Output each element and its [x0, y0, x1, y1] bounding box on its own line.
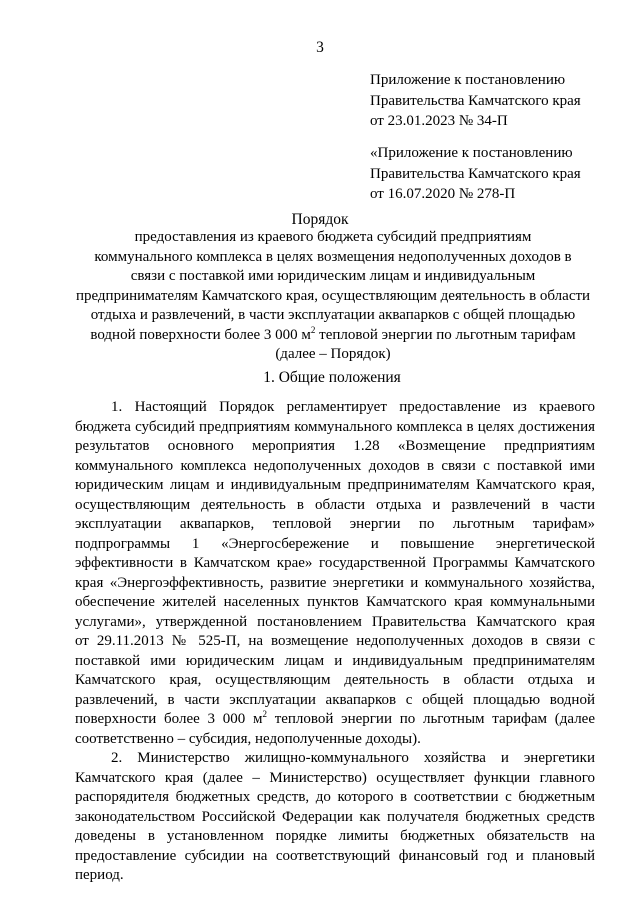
paragraph-1	[75, 398, 595, 749]
document-subtitle	[55, 228, 611, 365]
paragraph-text: поверхности более 3 000 м	[75, 711, 263, 727]
paragraph-line: соответственно – субсидия, недополученные доходы).	[75, 730, 421, 747]
appendix-current	[370, 70, 610, 132]
paragraph-line: эксплуатации аквапарков, тепловой энергии по льготным тарифам»	[75, 516, 595, 532]
paragraph-line: от 29.11.2013 № 525-П, на возмещение недополученных доходов в связи с	[75, 633, 595, 649]
paragraph-line: юридическим лицам и индивидуальным предпринимателям Камчатского края,	[75, 477, 595, 493]
appendix-original	[370, 143, 610, 205]
paragraph-line: развлечений, в части эксплуатации аквапарков с общей площадью водной	[75, 691, 595, 708]
appendix-line: Правительства Камчатского края	[370, 92, 581, 109]
appendix-line: Правительства Камчатского края	[370, 165, 581, 182]
appendix-line: Приложение к постановлению	[370, 72, 566, 88]
page-number: 3	[316, 39, 324, 56]
document-title: Порядок	[291, 211, 349, 228]
superscript: 2	[310, 324, 316, 335]
appendix-line: от 16.07.2020 № 278-П	[370, 186, 516, 202]
subtitle-line: связи с поставкой ими юридическим лицам и индивидуальным	[130, 268, 536, 284]
paragraph-line: осуществляющим деятельность в области отдыха и развлечений в части	[75, 496, 595, 513]
paragraph-line: бюджета субсидий предприятиям коммунального комплекса в целях достижения	[75, 418, 595, 435]
paragraph-line: обеспечение жителей населенных пунктов Камчатского края коммунальными	[75, 594, 595, 610]
subtitle-line	[55, 326, 611, 346]
paragraph-line: подпрограммы 1 «Энергосбережение и повышение энергетической	[75, 535, 595, 552]
appendix-line: от 23.01.2023 № 34-П	[370, 113, 508, 129]
paragraph-2	[75, 749, 595, 886]
paragraph-line: услугами», утвержденной постановлением Правительства Камчатского края	[75, 613, 595, 630]
subtitle-text: тепловой энергии по льготным тарифам	[315, 326, 576, 343]
appendix-line: «Приложение к постановлению	[370, 145, 573, 161]
paragraph-line: предоставление субсидии на соответствующий финансовый год и плановый	[75, 847, 595, 864]
paragraph-line: поставкой ими юридическим лицам и индивидуальным предпринимателям	[75, 652, 595, 669]
paragraph-line: 2. Министерство жилищно-коммунального хозяйства и энергетики	[111, 750, 595, 766]
paragraph-line: распорядителя бюджетных средств, до которого в соответствии с бюджетным	[75, 789, 595, 805]
section-heading: 1. Общие положения	[263, 369, 401, 386]
paragraph-line: законодательством Российской Федерации как получателя бюджетных средств	[75, 808, 595, 825]
paragraph-line: Камчатского края, осуществляющим деятельность в области отдыха и	[75, 672, 595, 688]
subtitle-line: отдыха и развлечений, в части эксплуатации аквапарков с общей площадью	[90, 307, 576, 323]
subtitle-line: предоставления из краевого бюджета субсидий предприятиям	[134, 229, 532, 245]
paragraph-line	[75, 710, 595, 730]
paragraph-line: результатов основного мероприятия 1.28 «Возмещение предприятиям	[75, 438, 595, 454]
paragraph-line: эффективности в Камчатском крае» государственной Программы Камчатского	[75, 555, 595, 571]
paragraph-line: период.	[75, 867, 124, 883]
subtitle-text: водной поверхности более 3 000 м	[90, 326, 311, 343]
document-body	[75, 398, 595, 886]
paragraph-line: доведены в установленном порядке лимиты бюджетных обязательств на	[75, 828, 595, 844]
paragraph-line: края «Энергоэффективность, развитие энергетики и коммунального хозяйства,	[75, 574, 595, 591]
subtitle-line: (далее – Порядок)	[275, 346, 391, 362]
paragraph-line: Камчатского края (далее – Министерство) осуществляет функции главного	[75, 769, 595, 786]
subtitle-line: предпринимателям Камчатского края, осуществляющим деятельность в области	[75, 287, 591, 304]
paragraph-line: коммунального комплекса недополученных доходов в связи с поставкой ими	[75, 457, 595, 474]
superscript: 2	[262, 709, 267, 719]
paragraph-line: 1. Настоящий Порядок регламентирует предоставление из краевого	[111, 399, 595, 415]
subtitle-line: коммунального комплекса в целях возмещения недополученных доходов в	[94, 248, 572, 265]
paragraph-text: тепловой энергии по льготным тарифам (далее	[266, 711, 595, 727]
